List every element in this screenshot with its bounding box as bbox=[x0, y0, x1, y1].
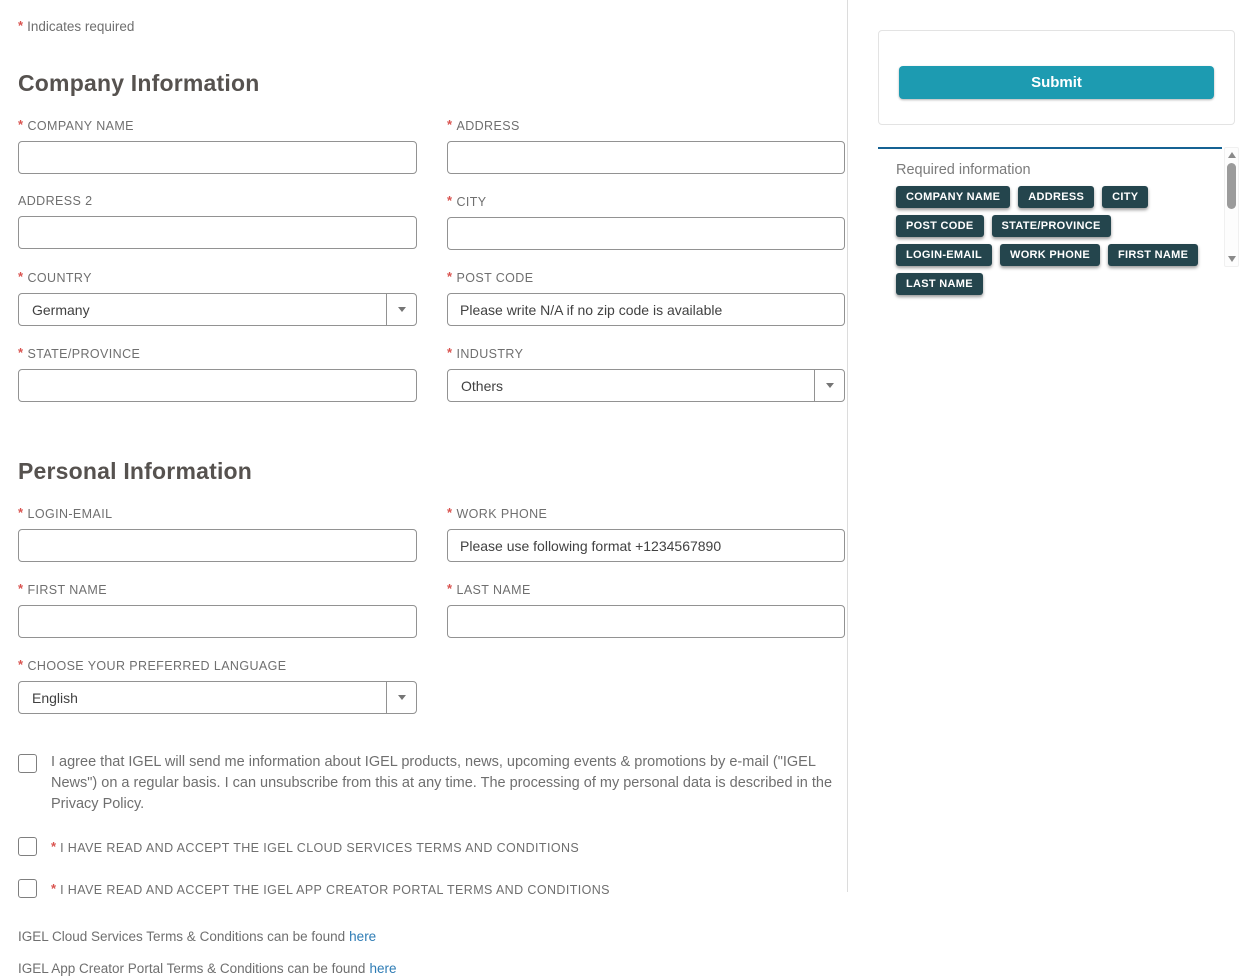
cloud-terms-here-link[interactable]: here bbox=[349, 929, 377, 944]
app-creator-terms-here-link[interactable]: here bbox=[369, 961, 397, 976]
address2-label: ADDRESS 2 bbox=[18, 194, 93, 208]
field-state-province bbox=[18, 346, 417, 402]
industry-select[interactable] bbox=[447, 369, 845, 402]
work-phone-input[interactable] bbox=[447, 529, 845, 562]
last-name-input[interactable] bbox=[447, 605, 845, 638]
checkbox-row-igel-news bbox=[18, 754, 847, 815]
scrollbar-thumb[interactable] bbox=[1227, 163, 1236, 209]
field-last-name bbox=[447, 582, 845, 638]
required-asterisk: * bbox=[447, 193, 453, 208]
required-asterisk: * bbox=[447, 505, 453, 520]
post-code-input[interactable] bbox=[447, 293, 845, 326]
field-address2 bbox=[18, 194, 417, 250]
cloud-terms-link-row bbox=[18, 929, 847, 944]
required-field-badge: STATE/PROVINCE bbox=[992, 215, 1111, 237]
required-asterisk: * bbox=[18, 117, 24, 132]
required-field-badge: ADDRESS bbox=[1018, 186, 1094, 208]
required-asterisk: * bbox=[18, 581, 24, 596]
chevron-down-icon bbox=[386, 294, 416, 325]
app-creator-terms-link-text: IGEL App Creator Portal Terms & Conditions can be found bbox=[18, 961, 366, 976]
address-label: ADDRESS bbox=[456, 118, 520, 133]
igel-news-checkbox[interactable] bbox=[18, 754, 37, 773]
cloud-terms-link-text: IGEL Cloud Services Terms & Conditions can be found bbox=[18, 929, 346, 944]
required-asterisk: * bbox=[447, 269, 453, 284]
app-creator-terms-link-row bbox=[18, 961, 847, 976]
country-select[interactable] bbox=[18, 293, 417, 326]
required-field-badge: LOGIN-EMAIL bbox=[896, 244, 992, 266]
required-asterisk: * bbox=[18, 345, 24, 360]
submit-button[interactable]: Submit bbox=[899, 66, 1214, 99]
personal-fields-grid bbox=[18, 506, 847, 734]
required-asterisk: * bbox=[447, 581, 453, 596]
required-field-badge: CITY bbox=[1102, 186, 1148, 208]
required-asterisk: * bbox=[18, 657, 24, 672]
required-asterisk: * bbox=[18, 18, 24, 33]
required-field-badge: COMPANY NAME bbox=[896, 186, 1010, 208]
country-label: COUNTRY bbox=[27, 270, 92, 285]
country-select-value: Germany bbox=[32, 301, 90, 318]
field-post-code bbox=[447, 270, 845, 326]
field-preferred-language bbox=[18, 658, 417, 714]
city-label: CITY bbox=[456, 194, 487, 209]
required-info-panel bbox=[878, 147, 1239, 302]
field-first-name bbox=[18, 582, 417, 638]
section-title-company: Company Information bbox=[18, 70, 260, 96]
city-input[interactable] bbox=[447, 217, 845, 250]
required-note-text: Indicates required bbox=[27, 19, 135, 34]
field-city bbox=[447, 194, 845, 250]
required-asterisk: * bbox=[18, 505, 24, 520]
last-name-label: LAST NAME bbox=[456, 582, 531, 597]
chevron-down-icon bbox=[386, 682, 416, 713]
preferred-language-label: CHOOSE YOUR PREFERRED LANGUAGE bbox=[27, 658, 287, 673]
company-fields-grid bbox=[18, 118, 847, 422]
scroll-up-icon[interactable] bbox=[1228, 152, 1236, 158]
required-asterisk: * bbox=[18, 269, 24, 284]
preferred-language-select-value: English bbox=[32, 689, 78, 706]
company-name-label: COMPANY NAME bbox=[27, 118, 134, 133]
required-note bbox=[18, 19, 847, 34]
cloud-terms-label: I HAVE READ AND ACCEPT THE IGEL CLOUD SERVICES TERMS AND CONDITIONS bbox=[60, 841, 580, 855]
chevron-down-icon bbox=[814, 370, 844, 401]
required-badges bbox=[896, 186, 1208, 302]
required-information-title: Required information bbox=[896, 162, 1031, 178]
login-email-input[interactable] bbox=[18, 529, 417, 562]
preferred-language-select[interactable] bbox=[18, 681, 417, 714]
panel-scrollbar[interactable] bbox=[1224, 147, 1239, 267]
required-asterisk: * bbox=[447, 117, 453, 132]
field-address bbox=[447, 118, 845, 174]
state-province-label: STATE/PROVINCE bbox=[27, 346, 141, 361]
field-work-phone bbox=[447, 506, 845, 562]
field-company-name bbox=[18, 118, 417, 174]
checkbox-row-cloud-terms bbox=[18, 837, 847, 857]
required-field-badge: FIRST NAME bbox=[1108, 244, 1198, 266]
industry-select-value: Others bbox=[461, 377, 504, 394]
app-creator-terms-label: I HAVE READ AND ACCEPT THE IGEL APP CREATOR PORTAL TERMS AND CONDITIONS bbox=[60, 883, 610, 897]
required-asterisk: * bbox=[51, 881, 57, 896]
required-asterisk: * bbox=[51, 839, 57, 854]
cloud-terms-checkbox[interactable] bbox=[18, 837, 37, 856]
required-asterisk: * bbox=[447, 345, 453, 360]
work-phone-label: WORK PHONE bbox=[456, 506, 548, 521]
required-field-badge: POST CODE bbox=[896, 215, 984, 237]
login-email-label: LOGIN-EMAIL bbox=[27, 506, 113, 521]
first-name-input[interactable] bbox=[18, 605, 417, 638]
sidebar bbox=[848, 0, 1259, 892]
company-name-input[interactable] bbox=[18, 141, 417, 174]
address-input[interactable] bbox=[447, 141, 845, 174]
app-creator-terms-checkbox[interactable] bbox=[18, 879, 37, 898]
address2-input[interactable] bbox=[18, 216, 417, 249]
field-login-email bbox=[18, 506, 417, 562]
section-title-personal: Personal Information bbox=[18, 458, 253, 484]
field-industry bbox=[447, 346, 845, 402]
igel-news-label: I agree that IGEL will send me information about IGEL products, news, upcoming events & promotions by e-mail ("IGEL News") on a regular basis. I can unsubscribe from this at any time. The processing of my personal data is described in the Privacy Policy. bbox=[51, 754, 833, 812]
scroll-down-icon[interactable] bbox=[1228, 256, 1236, 262]
industry-label: INDUSTRY bbox=[456, 346, 524, 361]
first-name-label: FIRST NAME bbox=[27, 582, 107, 597]
field-country bbox=[18, 270, 417, 326]
checkbox-row-app-creator-terms bbox=[18, 879, 847, 899]
submit-card bbox=[878, 30, 1235, 125]
state-province-input[interactable] bbox=[18, 369, 417, 402]
required-field-badge: LAST NAME bbox=[896, 273, 983, 295]
required-field-badge: WORK PHONE bbox=[1000, 244, 1100, 266]
post-code-label: POST CODE bbox=[456, 270, 534, 285]
